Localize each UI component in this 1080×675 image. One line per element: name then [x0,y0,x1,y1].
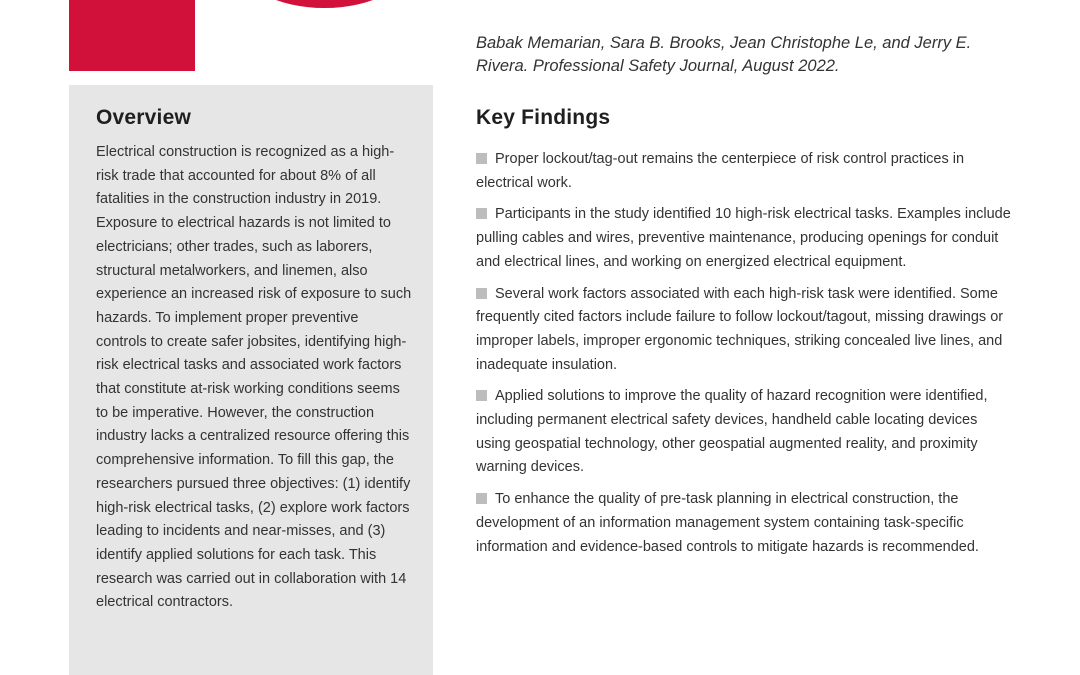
square-bullet-icon [476,288,487,299]
finding-item [476,203,1016,274]
finding-item [476,283,1016,378]
finding-text: Proper lockout/tag-out remains the centerpiece of risk control practices in electrical work. [476,151,965,191]
square-bullet-icon [476,390,487,401]
square-bullet-icon [476,153,487,164]
finding-item [476,488,1016,559]
finding-item [476,148,1016,195]
finding-text: Several work factors associated with each high-risk task were identified. Some frequently cited factors include failure to follow lockout/tagout, missing drawings or improper labels, improper ergonomic techniques, striking concealed live lines, and inadequate insulation. [476,285,1004,373]
finding-item [476,385,1016,480]
key-findings-list [476,148,1016,567]
overview-body: Electrical construction is recognized as a high-risk trade that accounted for about 8% of all fatalities in the construction industry in 2019. Exposure to electrical hazards is not limited to electricians; other trades, such as laborers, structural metalworkers, and linemen, also experience an increased risk of exposure to such hazards. To implement proper preventive controls to create safer jobsites, identifying high-risk electrical tasks and associated work factors that constitute at-risk working conditions seems to be imperative. However, the construction industry lacks a centralized resource offering this comprehensive information. To fill this gap, the researchers pursued three objectives: (1) identify high-risk electrical tasks, (2) explore work factors leading to incidents and near-misses, and (3) identify applied solutions for each task. This research was carried out in collaboration with 14 electrical contractors. [96,144,412,611]
finding-text: To enhance the quality of pre-task planning in electrical construction, the development of an information management system containing task-specific information and evidence-based controls to mitigate hazards is recommended. [476,491,979,555]
citation: Babak Memarian, Sara B. Brooks, Jean Christophe Le, and Jerry E. Rivera. Professional Safety Journal, August 2022. [476,34,972,75]
square-bullet-icon [476,208,487,219]
header-curve-cutout [121,0,195,10]
overview-panel [69,85,433,675]
overview-title: Overview [96,106,191,129]
square-bullet-icon [476,493,487,504]
key-findings-title: Key Findings [476,106,611,129]
finding-text: Applied solutions to improve the quality of hazard recognition were identified, including permanent electrical safety devices, handheld cable locating devices using geospatial technology, other geospatial augmented reality, and proximity warning devices. [476,388,988,476]
red-header-arc [237,0,412,8]
finding-text: Participants in the study identified 10 high-risk electrical tasks. Examples include pulling cables and wires, preventive maintenance, producing openings for conduit and electrical lines, and working on energized electrical equipment. [476,206,1011,270]
red-header-shape [69,0,195,71]
